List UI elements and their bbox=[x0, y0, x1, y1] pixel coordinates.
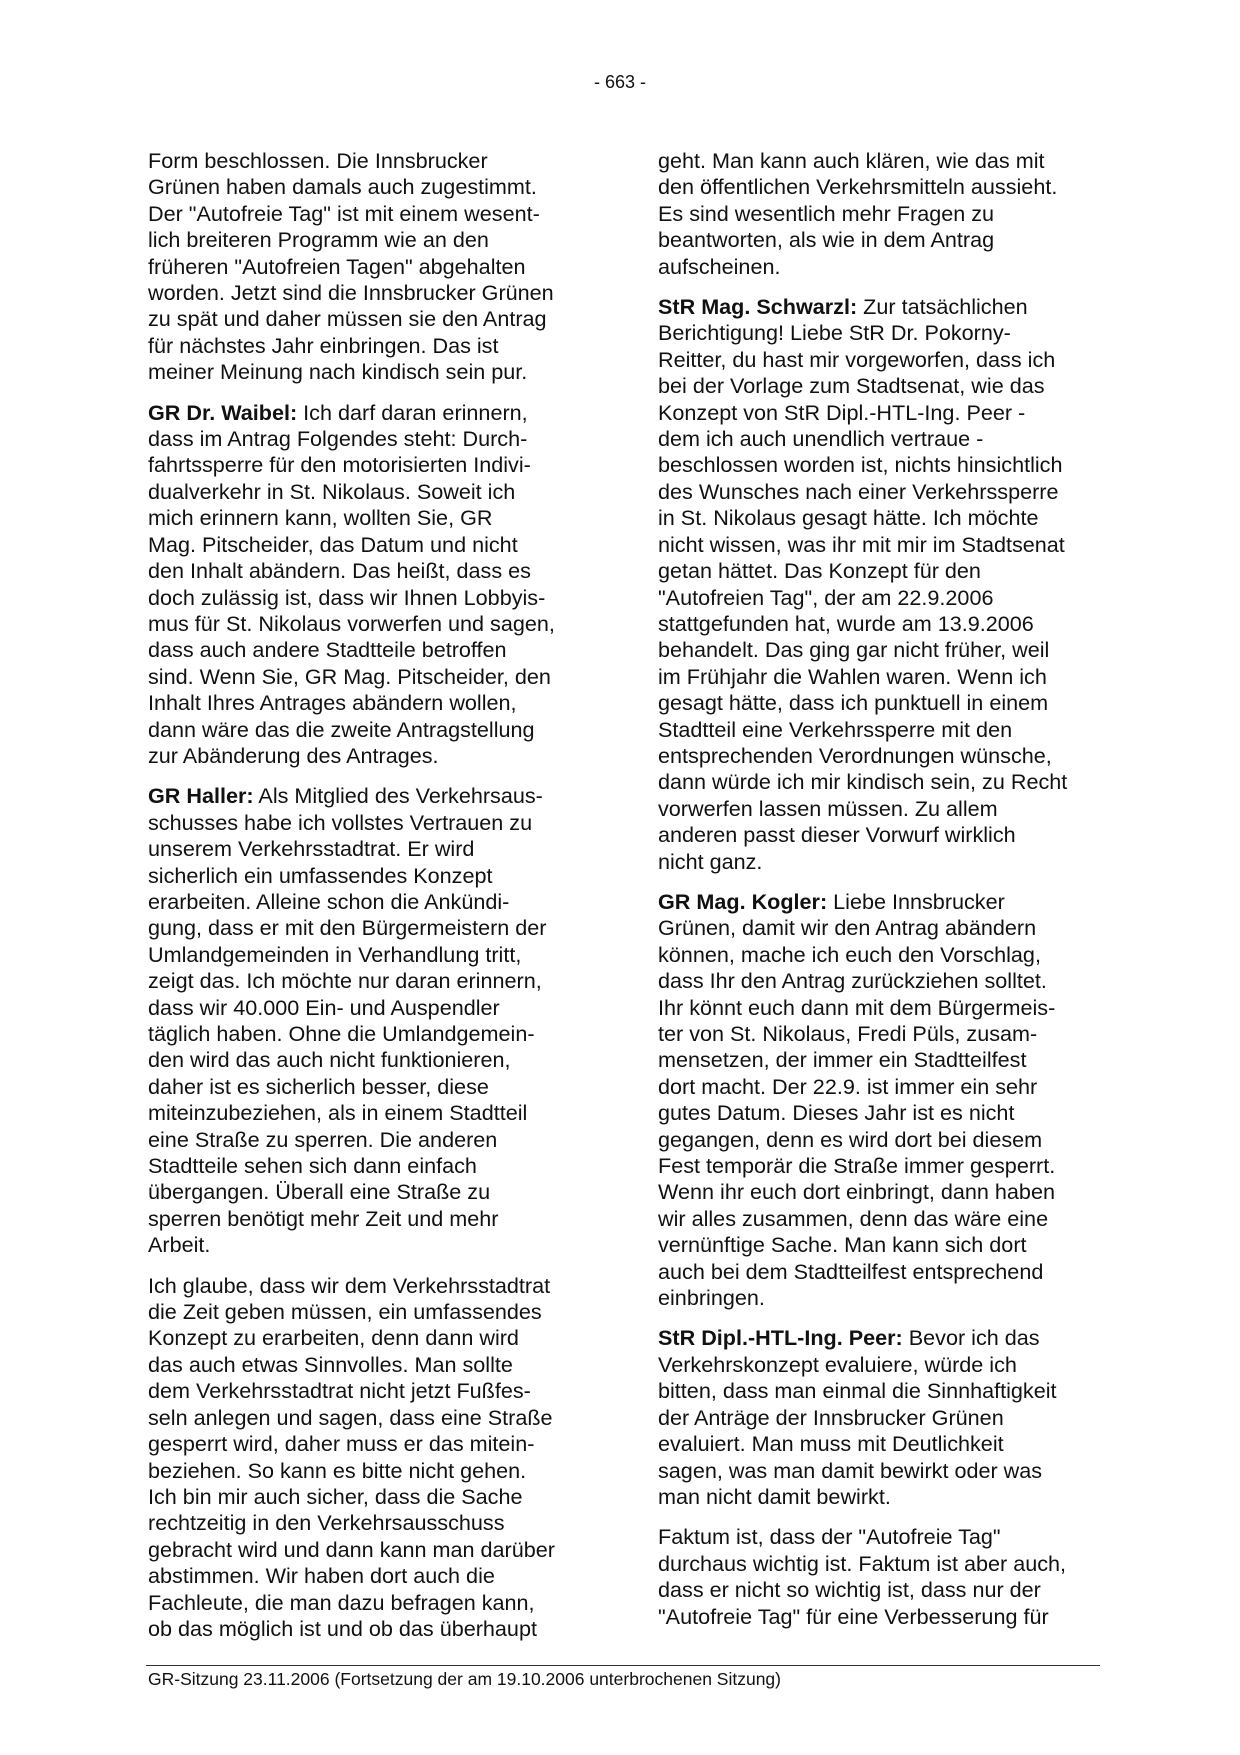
text-line bbox=[658, 889, 1106, 915]
line-text: entsprechenden Verordnungen wünsche, bbox=[658, 742, 1052, 768]
line-text: bei der Vorlage zum Stadtsenat, wie das bbox=[658, 373, 1045, 399]
paragraph bbox=[148, 148, 596, 386]
line-text: mich erinnern kann, wollten Sie, GR bbox=[148, 505, 493, 531]
line-text: der Anträge der Innsbrucker Grünen bbox=[658, 1404, 1004, 1430]
line-text: Liebe Innsbrucker bbox=[827, 888, 1005, 914]
text-line bbox=[658, 915, 1106, 941]
text-line bbox=[148, 254, 596, 280]
text-line bbox=[148, 717, 596, 743]
line-text: für nächstes Jahr einbringen. Das ist bbox=[148, 332, 499, 358]
line-text: dann wäre das die zweite Antragstellung bbox=[148, 716, 535, 742]
line-text: des Wunsches nach einer Verkehrssperre bbox=[658, 478, 1059, 504]
text-line bbox=[148, 1179, 596, 1205]
text-line bbox=[148, 968, 596, 994]
text-line bbox=[148, 995, 596, 1021]
text-line bbox=[658, 452, 1106, 478]
line-text: Konzept zu erarbeiten, denn dann wird bbox=[148, 1325, 519, 1351]
right-column bbox=[658, 148, 1106, 1644]
text-line bbox=[148, 836, 596, 862]
text-line bbox=[148, 1590, 596, 1616]
line-text: seln anlegen und sagen, dass eine Straße bbox=[148, 1404, 553, 1430]
line-text: lich breiteren Programm wie an den bbox=[148, 227, 489, 253]
line-text: Inhalt Ihres Antrages abändern wollen, bbox=[148, 690, 517, 716]
line-text: früheren "Autofreien Tagen" abgehalten bbox=[148, 253, 526, 279]
paragraph bbox=[658, 1325, 1106, 1510]
paragraph bbox=[148, 1273, 596, 1643]
text-line bbox=[658, 690, 1106, 716]
text-line bbox=[658, 1604, 1106, 1630]
line-text: miteinzubeziehen, als in einem Stadtteil bbox=[148, 1100, 528, 1126]
line-text: sagen, was man damit bewirkt oder was bbox=[658, 1457, 1043, 1483]
text-line bbox=[148, 306, 596, 332]
text-line bbox=[658, 1285, 1106, 1311]
text-line bbox=[148, 637, 596, 663]
text-line bbox=[148, 942, 596, 968]
text-line bbox=[148, 201, 596, 227]
line-text: gebracht wird und dann kann man darüber bbox=[148, 1536, 555, 1562]
line-text: auch bei dem Stadtteilfest entsprechend bbox=[658, 1258, 1044, 1284]
text-line bbox=[658, 585, 1106, 611]
text-line bbox=[148, 1616, 596, 1642]
line-text: Es sind wesentlich mehr Fragen zu bbox=[658, 200, 995, 226]
text-line bbox=[658, 995, 1106, 1021]
text-line bbox=[658, 148, 1106, 174]
text-line bbox=[658, 479, 1106, 505]
line-text: Grünen haben damals auch zugestimmt. bbox=[148, 174, 537, 200]
line-text: nicht wissen, was ihr mit mir im Stadtsenat bbox=[658, 531, 1065, 557]
line-text: dass auch andere Stadtteile betroffen bbox=[148, 637, 507, 663]
line-text: zeigt das. Ich möchte nur daran erinnern, bbox=[148, 968, 542, 994]
text-line bbox=[658, 1127, 1106, 1153]
text-line bbox=[658, 743, 1106, 769]
text-line bbox=[658, 1153, 1106, 1179]
line-text: zu spät und daher müssen sie den Antrag bbox=[148, 306, 547, 332]
text-line bbox=[148, 1206, 596, 1232]
line-text: doch zulässig ist, dass wir Ihnen Lobbyis- bbox=[148, 584, 546, 610]
text-line bbox=[658, 796, 1106, 822]
text-line bbox=[658, 227, 1106, 253]
text-line bbox=[148, 280, 596, 306]
page-number: - 663 - bbox=[593, 72, 647, 92]
text-line bbox=[148, 505, 596, 531]
text-line bbox=[658, 1074, 1106, 1100]
text-line bbox=[148, 1021, 596, 1047]
text-line bbox=[658, 1484, 1106, 1510]
line-text: Ich glaube, dass wir dem Verkehrsstadtrat bbox=[148, 1272, 551, 1298]
line-text: dort macht. Der 22.9. ist immer ein sehr bbox=[658, 1073, 1038, 1099]
line-text: geht. Man kann auch klären, wie das mit bbox=[658, 148, 1045, 173]
line-text: Ich bin mir auch sicher, dass die Sache bbox=[148, 1483, 523, 1509]
line-text: Fest temporär die Straße immer gesperrt. bbox=[658, 1153, 1056, 1179]
line-text: Der "Autofreie Tag" ist mit einem wesent- bbox=[148, 200, 540, 226]
line-text: rechtzeitig in den Verkehrsausschuss bbox=[148, 1510, 505, 1536]
text-line bbox=[148, 664, 596, 690]
line-text: vernünftige Sache. Man kann sich dort bbox=[658, 1232, 1027, 1258]
text-line bbox=[658, 1325, 1106, 1351]
text-line bbox=[658, 400, 1106, 426]
text-line bbox=[148, 1153, 596, 1179]
line-text: fahrtssperre für den motorisierten Indivi- bbox=[148, 452, 531, 478]
line-text: gegangen, denn es wird dort bei diesem bbox=[658, 1126, 1043, 1152]
speaker-name: StR Dipl.-HTL-Ing. Peer: bbox=[658, 1325, 903, 1351]
text-line bbox=[658, 1431, 1106, 1457]
text-line bbox=[658, 1378, 1106, 1404]
text-line bbox=[148, 810, 596, 836]
text-line bbox=[658, 717, 1106, 743]
line-text: können, mache ich euch den Vorschlag, bbox=[658, 941, 1041, 967]
text-line bbox=[658, 1405, 1106, 1431]
text-line bbox=[148, 333, 596, 359]
text-line bbox=[658, 1352, 1106, 1378]
text-line bbox=[658, 558, 1106, 584]
text-line bbox=[658, 426, 1106, 452]
line-text: dass er nicht so wichtig ist, dass nur der bbox=[658, 1577, 1041, 1603]
text-line bbox=[148, 1378, 596, 1404]
line-text: sperren benötigt mehr Zeit und mehr bbox=[148, 1205, 499, 1231]
text-line bbox=[658, 1021, 1106, 1047]
text-line bbox=[658, 942, 1106, 968]
line-text: Zur tatsächlichen bbox=[857, 294, 1028, 320]
text-line bbox=[658, 611, 1106, 637]
line-text: gesperrt wird, daher muss er das mitein- bbox=[148, 1431, 535, 1457]
text-line bbox=[148, 532, 596, 558]
text-line bbox=[658, 174, 1106, 200]
line-text: Konzept von StR Dipl.-HTL-Ing. Peer - bbox=[658, 399, 1026, 425]
line-text: in St. Nikolaus gesagt hätte. Ich möchte bbox=[658, 505, 1039, 531]
line-text: man nicht damit bewirkt. bbox=[658, 1483, 891, 1509]
line-text: aufscheinen. bbox=[658, 253, 781, 279]
text-line bbox=[148, 558, 596, 584]
text-line bbox=[148, 1405, 596, 1431]
line-text: beschlossen worden ist, nichts hinsichtlich bbox=[658, 452, 1063, 478]
line-text: im Frühjahr die Wahlen waren. Wenn ich bbox=[658, 663, 1047, 689]
line-text: Verkehrskonzept evaluiere, würde ich bbox=[658, 1351, 1017, 1377]
line-text: Ihr könnt euch dann mit dem Bürgermeis- bbox=[658, 994, 1056, 1020]
line-text: mensetzen, der immer ein Stadtteilfest bbox=[658, 1047, 1027, 1073]
text-line bbox=[658, 320, 1106, 346]
line-text: Stadtteile sehen sich dann einfach bbox=[148, 1153, 477, 1179]
text-line bbox=[658, 849, 1106, 875]
line-text: das auch etwas Sinnvolles. Man sollte bbox=[148, 1351, 513, 1377]
text-line bbox=[148, 1537, 596, 1563]
line-text: übergangen. Überall eine Straße zu bbox=[148, 1179, 491, 1205]
text-line bbox=[148, 148, 596, 174]
line-text: Arbeit. bbox=[148, 1232, 211, 1258]
line-text: durchaus wichtig ist. Faktum ist aber auch, bbox=[658, 1550, 1067, 1576]
line-text: nicht ganz. bbox=[658, 848, 763, 874]
line-text: dass im Antrag Folgendes steht: Durch- bbox=[148, 426, 528, 452]
line-text: "Autofreien Tag", der am 22.9.2006 bbox=[658, 584, 994, 610]
line-text: daher ist es sicherlich besser, diese bbox=[148, 1073, 489, 1099]
text-line bbox=[658, 1458, 1106, 1484]
text-line bbox=[148, 400, 596, 426]
text-line bbox=[658, 822, 1106, 848]
speaker-name: StR Mag. Schwarzl: bbox=[658, 294, 858, 320]
line-text: ter von St. Nikolaus, Fredi Püls, zusam- bbox=[658, 1021, 1038, 1046]
text-line bbox=[148, 426, 596, 452]
text-line bbox=[148, 783, 596, 809]
text-line bbox=[658, 968, 1106, 994]
paragraph bbox=[658, 1524, 1106, 1630]
line-text: meiner Meinung nach kindisch sein pur. bbox=[148, 359, 528, 385]
line-text: schusses habe ich vollstes Vertrauen zu bbox=[148, 809, 533, 835]
text-line bbox=[658, 1100, 1106, 1126]
speaker-name: GR Dr. Waibel: bbox=[148, 399, 298, 425]
line-text: unserem Verkehrsstadtrat. Er wird bbox=[148, 836, 475, 862]
speaker-name: GR Mag. Kogler: bbox=[658, 888, 828, 914]
line-text: Form beschlossen. Die Innsbrucker bbox=[148, 148, 488, 173]
left-column bbox=[148, 148, 596, 1656]
line-text: einbringen. bbox=[658, 1285, 765, 1311]
text-line bbox=[148, 359, 596, 385]
text-line bbox=[148, 1563, 596, 1589]
text-line bbox=[148, 1074, 596, 1100]
text-line bbox=[658, 1551, 1106, 1577]
line-text: den wird das auch nicht funktionieren, bbox=[148, 1047, 511, 1073]
line-text: gesagt hätte, dass ich punktuell in einem bbox=[658, 690, 1049, 716]
text-line bbox=[658, 532, 1106, 558]
footer-divider bbox=[146, 1665, 1100, 1666]
line-text: täglich haben. Ohne die Umlandgemein- bbox=[148, 1021, 535, 1046]
line-text: wir alles zusammen, denn das wäre eine bbox=[658, 1205, 1049, 1231]
line-text: erarbeiten. Alleine schon die Ankündi- bbox=[148, 888, 510, 914]
text-line bbox=[658, 1179, 1106, 1205]
line-text: Faktum ist, dass der "Autofreie Tag" bbox=[658, 1524, 1001, 1550]
footer-text: GR-Sitzung 23.11.2006 (Fortsetzung der am 19.10.2006 unterbrochenen Sitzung) bbox=[148, 1669, 781, 1689]
paragraph bbox=[658, 294, 1106, 875]
line-text: mus für St. Nikolaus vorwerfen und sagen, bbox=[148, 610, 555, 636]
line-text: Bevor ich das bbox=[902, 1325, 1040, 1351]
line-text: gung, dass er mit den Bürgermeistern der bbox=[148, 915, 547, 941]
text-line bbox=[148, 1484, 596, 1510]
text-line bbox=[658, 373, 1106, 399]
text-line bbox=[148, 1232, 596, 1258]
text-line bbox=[658, 664, 1106, 690]
line-text: getan hättet. Das Konzept für den bbox=[658, 558, 981, 584]
text-line bbox=[658, 1047, 1106, 1073]
text-line bbox=[658, 294, 1106, 320]
text-line bbox=[148, 1047, 596, 1073]
line-text: behandelt. Das ging gar nicht früher, weil bbox=[658, 637, 1050, 663]
line-text: Stadtteil eine Verkehrssperre mit den bbox=[658, 716, 1013, 742]
text-line bbox=[658, 769, 1106, 795]
text-line bbox=[658, 1232, 1106, 1258]
line-text: Wenn ihr euch dort einbringt, dann haben bbox=[658, 1179, 1055, 1205]
text-line bbox=[148, 1299, 596, 1325]
text-line bbox=[148, 1127, 596, 1153]
text-line bbox=[148, 452, 596, 478]
line-text: dass wir 40.000 Ein- und Auspendler bbox=[148, 994, 500, 1020]
text-line bbox=[148, 479, 596, 505]
text-line bbox=[148, 1431, 596, 1457]
text-line bbox=[658, 1577, 1106, 1603]
text-line bbox=[148, 743, 596, 769]
line-text: die Zeit geben müssen, ein umfassendes bbox=[148, 1299, 542, 1325]
line-text: Fachleute, die man dazu befragen kann, bbox=[148, 1589, 535, 1615]
line-text: dass Ihr den Antrag zurückziehen solltet. bbox=[658, 968, 1047, 994]
speaker-name: GR Haller: bbox=[148, 783, 254, 809]
paragraph bbox=[658, 889, 1106, 1312]
text-line bbox=[148, 585, 596, 611]
line-text: ob das möglich ist und ob das überhaupt bbox=[148, 1615, 537, 1641]
line-text: Als Mitglied des Verkehrsaus- bbox=[253, 783, 543, 809]
text-line bbox=[148, 863, 596, 889]
line-text: abstimmen. Wir haben dort auch die bbox=[148, 1563, 495, 1589]
text-line bbox=[148, 1100, 596, 1126]
line-text: beziehen. So kann es bitte nicht gehen. bbox=[148, 1457, 527, 1483]
line-text: "Autofreie Tag" für eine Verbesserung für bbox=[658, 1603, 1049, 1629]
text-line bbox=[148, 889, 596, 915]
text-line bbox=[658, 1259, 1106, 1285]
text-line bbox=[148, 915, 596, 941]
line-text: beantworten, als wie in dem Antrag bbox=[658, 227, 995, 253]
line-text: dem Verkehrsstadtrat nicht jetzt Fußfes- bbox=[148, 1378, 531, 1404]
line-text: Berichtigung! Liebe StR Dr. Pokorny- bbox=[658, 320, 1011, 346]
text-line bbox=[148, 1325, 596, 1351]
line-text: Umlandgemeinden in Verhandlung tritt, bbox=[148, 941, 522, 967]
line-text: zur Abänderung des Antrages. bbox=[148, 742, 439, 768]
line-text: Ich darf daran erinnern, bbox=[297, 399, 528, 425]
line-text: dualverkehr in St. Nikolaus. Soweit ich bbox=[148, 478, 516, 504]
text-line bbox=[148, 1273, 596, 1299]
text-line bbox=[658, 254, 1106, 280]
text-line bbox=[658, 347, 1106, 373]
line-text: anderen passt dieser Vorwurf wirklich bbox=[658, 822, 1016, 848]
line-text: sicherlich ein umfassendes Konzept bbox=[148, 862, 493, 888]
text-line bbox=[148, 690, 596, 716]
text-line bbox=[148, 1510, 596, 1536]
text-line bbox=[658, 637, 1106, 663]
text-line bbox=[148, 1458, 596, 1484]
line-text: vorwerfen lassen müssen. Zu allem bbox=[658, 795, 998, 821]
line-text: den Inhalt abändern. Das heißt, dass es bbox=[148, 558, 531, 584]
line-text: Grünen, damit wir den Antrag abändern bbox=[658, 915, 1037, 941]
paragraph bbox=[658, 148, 1106, 280]
text-line bbox=[148, 611, 596, 637]
line-text: bitten, dass man einmal die Sinnhaftigkeit bbox=[658, 1378, 1057, 1404]
text-line bbox=[658, 1206, 1106, 1232]
line-text: dem ich auch unendlich vertraue - bbox=[658, 426, 984, 452]
line-text: Mag. Pitscheider, das Datum und nicht bbox=[148, 531, 518, 557]
text-line bbox=[148, 1352, 596, 1378]
line-text: den öffentlichen Verkehrsmitteln aussieht. bbox=[658, 174, 1058, 200]
line-text: eine Straße zu sperren. Die anderen bbox=[148, 1126, 498, 1152]
text-line bbox=[658, 1524, 1106, 1550]
text-line bbox=[658, 505, 1106, 531]
paragraph bbox=[148, 783, 596, 1258]
line-text: sind. Wenn Sie, GR Mag. Pitscheider, den bbox=[148, 663, 551, 689]
line-text: evaluiert. Man muss mit Deutlichkeit bbox=[658, 1431, 1004, 1457]
text-line bbox=[148, 227, 596, 253]
paragraph bbox=[148, 400, 596, 770]
text-line bbox=[148, 174, 596, 200]
line-text: gutes Datum. Dieses Jahr ist es nicht bbox=[658, 1100, 1015, 1126]
line-text: dann würde ich mir kindisch sein, zu Recht bbox=[658, 769, 1068, 795]
text-line bbox=[658, 201, 1106, 227]
line-text: stattgefunden hat, wurde am 13.9.2006 bbox=[658, 610, 1034, 636]
line-text: Reitter, du hast mir vorgeworfen, dass ich bbox=[658, 346, 1056, 372]
line-text: worden. Jetzt sind die Innsbrucker Grünen bbox=[148, 280, 554, 306]
